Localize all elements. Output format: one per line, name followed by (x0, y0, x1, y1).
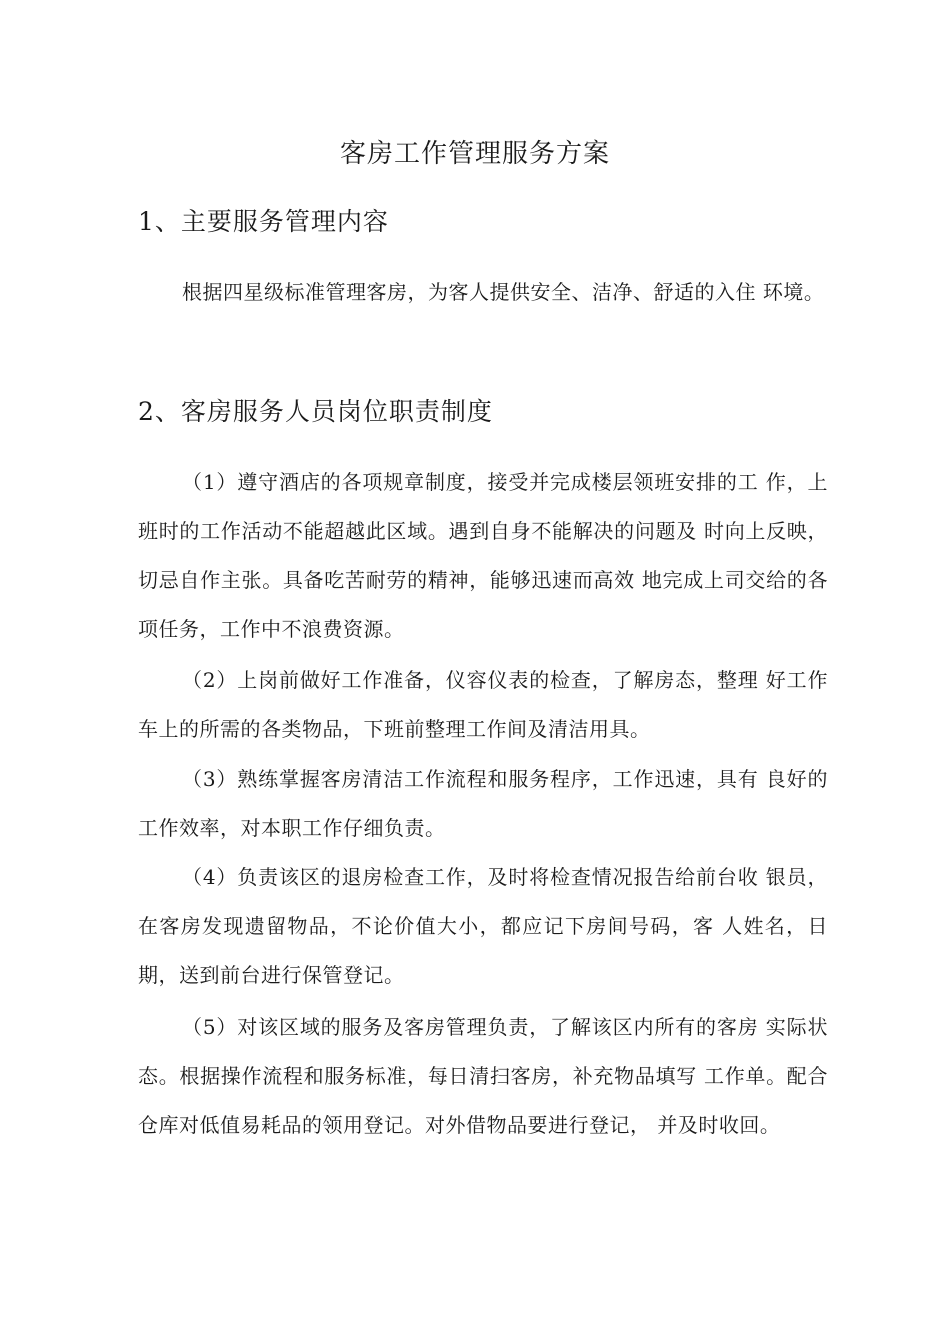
section-1-paragraph: 根据四星级标准管理客房，为客人提供安全、洁净、舒适的入住 环境。 (182, 280, 825, 304)
duty-paragraph-3: （3）熟练掌握客房清洁工作流程和服务程序，工作迅速，具有 良好的工作效率，对本职工作仔细负责。 (138, 767, 828, 840)
duty-paragraph-4: （4）负责该区的退房检查工作，及时将检查情况报告给前台收 银员，在客房发现遗留物品，不论价值大小，都应记下房间号码，客 人姓名，日期，送到前台进行保管登记。 (138, 865, 828, 987)
document-title: 客房工作管理服务方案 (339, 139, 610, 169)
duty-paragraph-2: （2）上岗前做好工作准备，仪容仪表的检查，了解房态，整理 好工作车上的所需的各类物品，下班前整理工作间及清洁用具。 (138, 668, 828, 741)
duty-paragraph-5: （5）对该区域的服务及客房管理负责，了解该区内所有的客房 实际状态。根据操作流程和服务标准，每日清扫客房，补充物品填写 工作单。配合仓库对低值易耗品的领用登记。对外借物品要进行登记， 并及时收回。 (138, 1015, 828, 1137)
section-heading-2: 2、客房服务人员岗位职责制度 (138, 397, 493, 426)
section-heading-1: 1、主要服务管理内容 (138, 207, 389, 236)
duty-paragraph-1: （1）遵守酒店的各项规章制度，接受并完成楼层领班安排的工 作，上班时的工作活动不能超越此区域。遇到自身不能解决的问题及 时向上反映，切忌自作主张。具备吃苦耐劳的精神，能够迅速而高效 地完成上司交给的各项任务，工作中不浪费资源。 (138, 470, 828, 641)
